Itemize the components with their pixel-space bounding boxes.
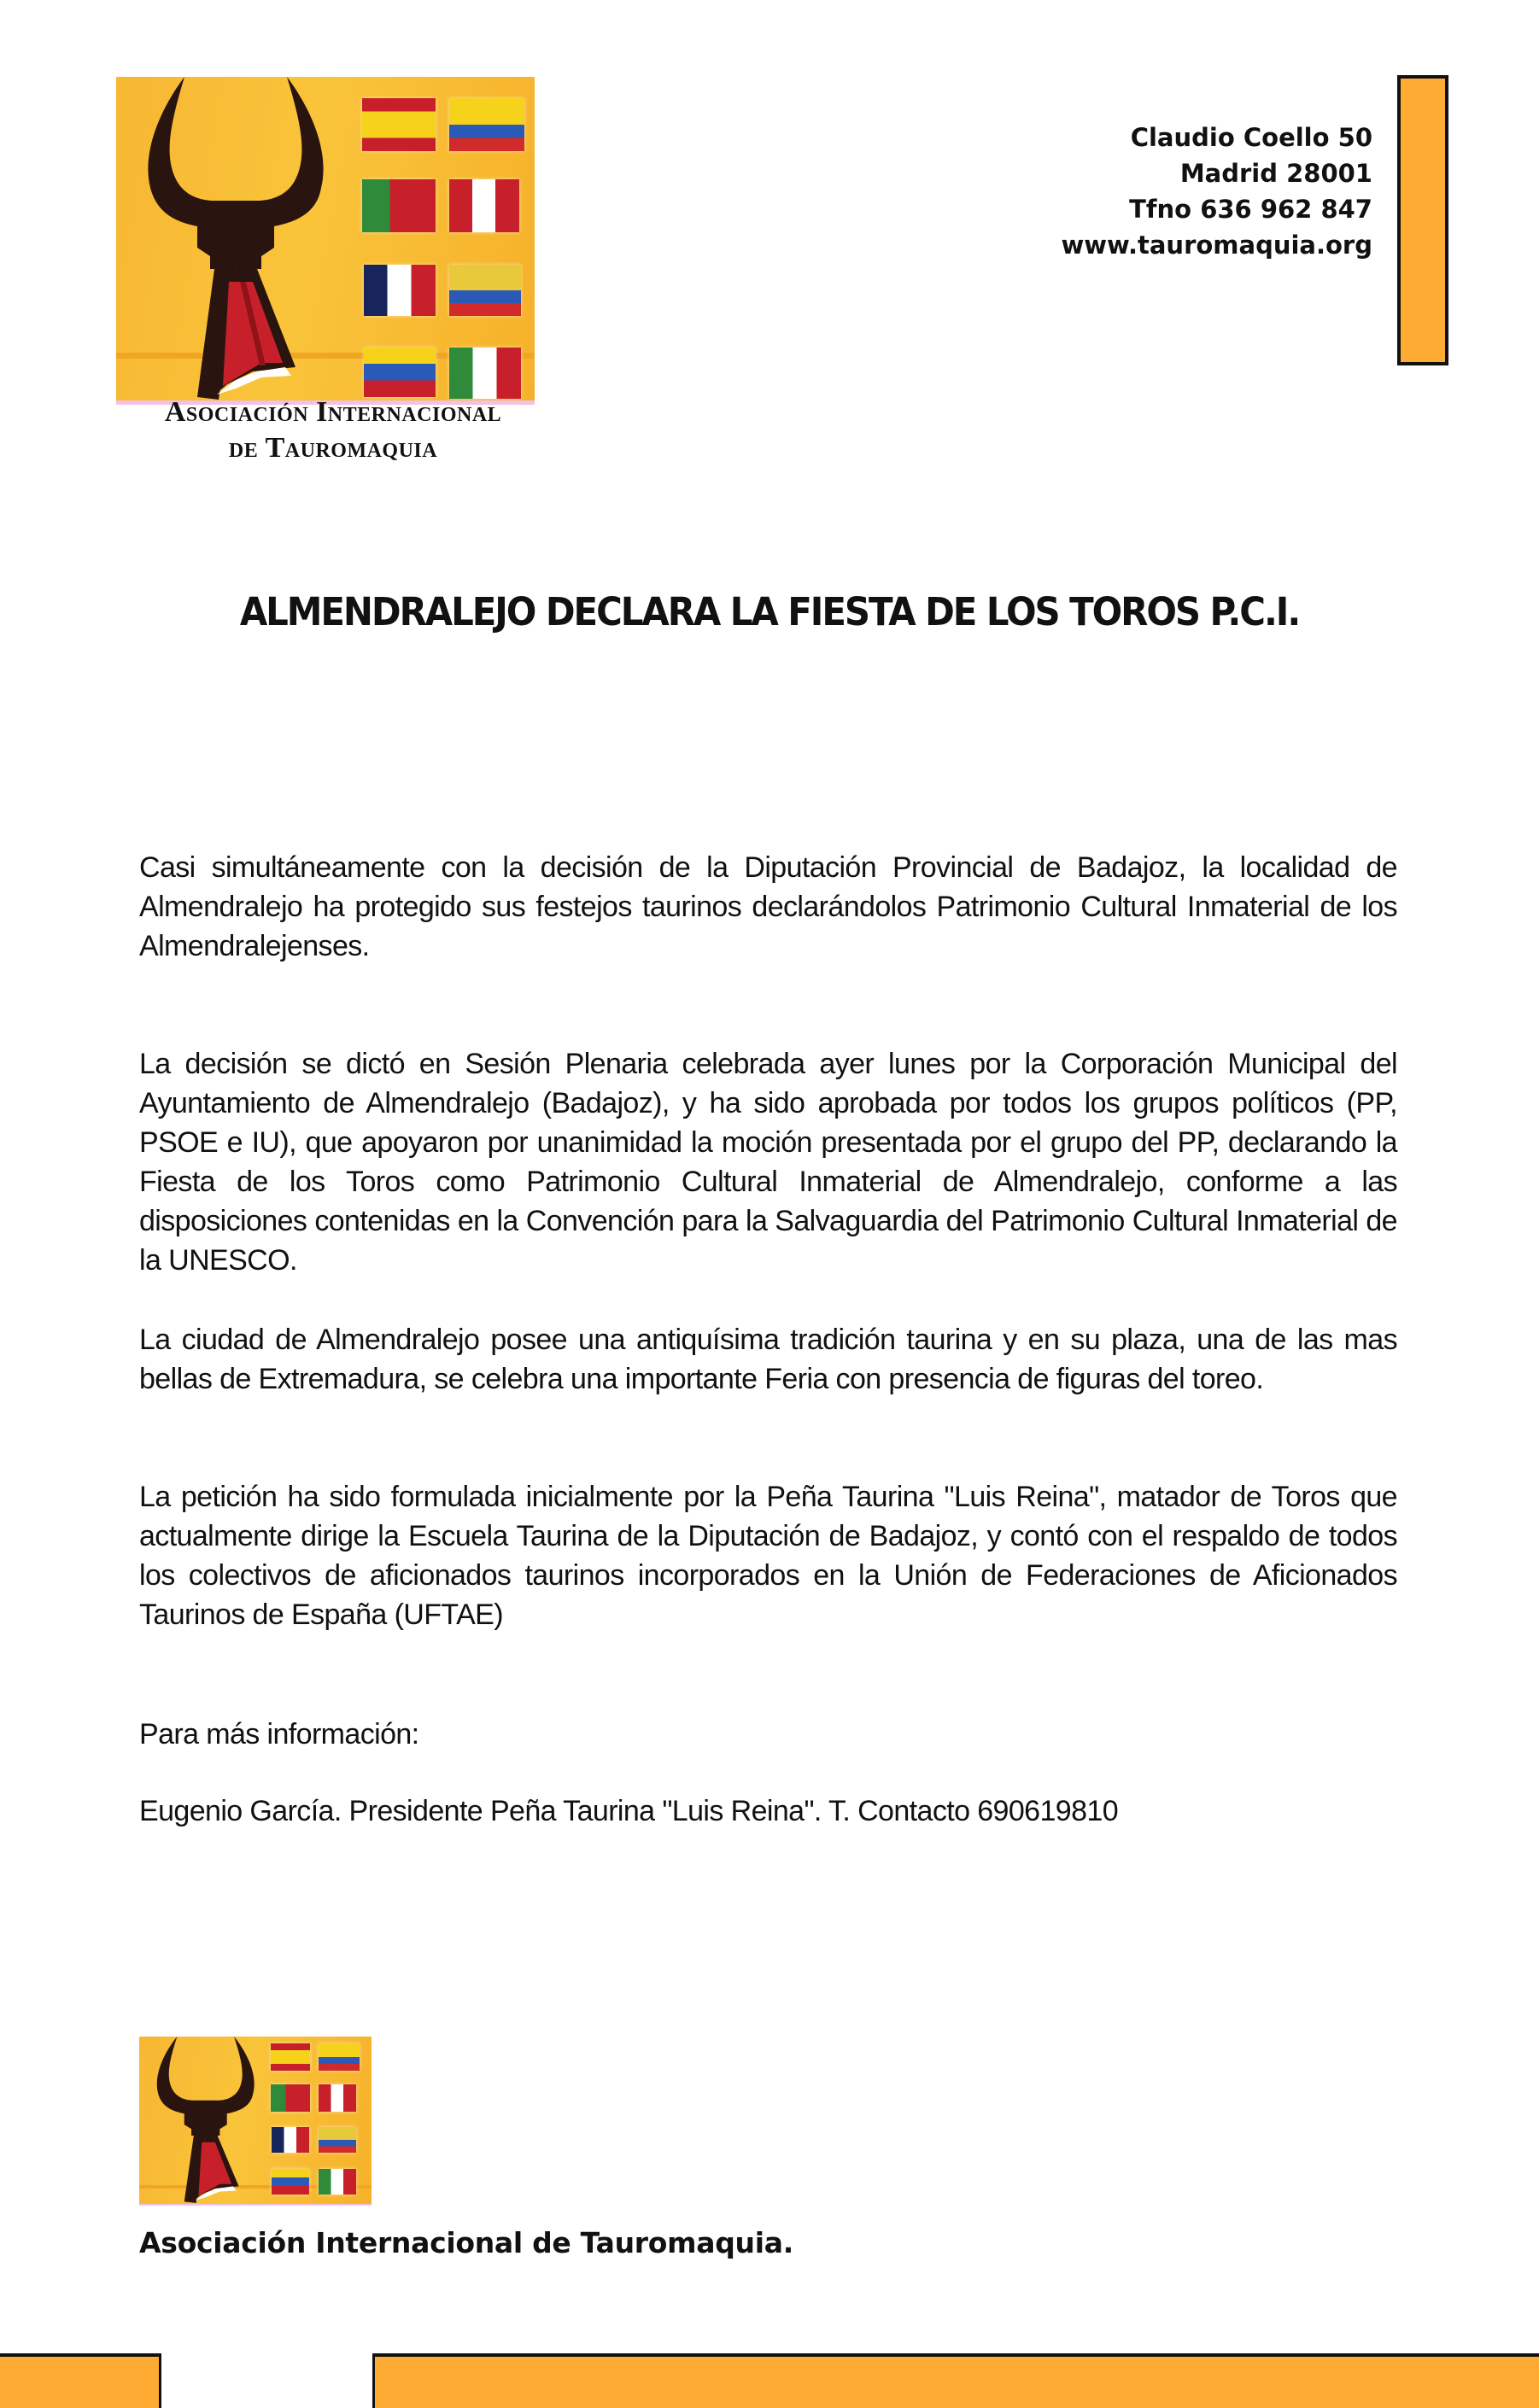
body-paragraph: Casi simultáneamente con la decisión de la Diputación Provincial de Badajoz, la localidad de Almendralejo ha protegido sus festejos taurinos declarándolos Patrimonio Cultural Inmaterial de los Almendralejenses. bbox=[139, 851, 1397, 962]
org-name-header bbox=[85, 395, 581, 466]
body-paragraph: La petición ha sido formulada inicialmente por la Peña Taurina "Luis Reina", matador de Toros que actualmente dirige la Escuela Taurina de la Diputación de Badajoz, y contó con el respaldo de todos los colectivos de aficionados taurinos incorporados en la Unión de Federaciones de Aficionados Taurinos de España (UFTAE) bbox=[139, 1481, 1397, 1631]
more-info-label: Para más información: bbox=[139, 1718, 419, 1750]
flag-mexico-icon bbox=[319, 2169, 356, 2195]
flag-ecuador-icon bbox=[319, 2043, 360, 2071]
flag-spain-icon bbox=[271, 2043, 310, 2071]
flag-portugal-icon bbox=[271, 2084, 310, 2112]
flag-portugal-icon bbox=[362, 179, 436, 232]
address-phone: Tfno 636 962 847 bbox=[1129, 195, 1372, 224]
decorative-bottom-bar-right bbox=[372, 2353, 1539, 2408]
address-street: Claudio Coello 50 bbox=[1130, 123, 1372, 152]
flag-spain-icon bbox=[362, 98, 436, 151]
org-name-line2: de Tauromaquia bbox=[228, 432, 438, 464]
body-paragraph: La decisión se dictó en Sesión Plenaria celebrada ayer lunes por la Corporación Municipal del Ayuntamiento de Almendralejo (Badajoz), y ha sido aprobada por todos los grupos políticos (PP, PSOE e IU), que apoyaron por unanimidad la moción presentada por el grupo del PP, declarando la Fiesta de los Toros como Patrimonio Cultural Inmaterial de Almendralejo, conforme a las disposiciones contenidas en la Convención para la Salvaguardia del Patrimonio Cultural Inmaterial de la UNESCO. bbox=[139, 1048, 1397, 1277]
flag-peru-icon bbox=[319, 2084, 356, 2112]
page-title: ALMENDRALEJO DECLARA LA FIESTA DE LOS TOROS P.C.I. bbox=[239, 589, 1300, 634]
association-logo bbox=[116, 77, 535, 405]
flag-ecuador-icon bbox=[449, 98, 524, 151]
association-logo-footer bbox=[139, 2037, 372, 2206]
flag-france-icon bbox=[364, 265, 436, 316]
flag-peru-icon bbox=[449, 179, 519, 232]
decorative-side-bar bbox=[1397, 75, 1448, 365]
flag-colombia-icon bbox=[449, 265, 521, 316]
footer-org-name: Asociación Internacional de Tauromaquia. bbox=[139, 2226, 793, 2259]
org-name-line1: Asociación Internacional bbox=[164, 396, 502, 428]
flag-mexico-icon bbox=[449, 348, 521, 399]
address-website[interactable]: www.tauromaquia.org bbox=[1061, 231, 1372, 260]
decorative-bottom-bar-left bbox=[0, 2353, 161, 2408]
body-paragraph: La ciudad de Almendralejo posee una antiquísima tradición taurina y en su plaza, una de las mas bellas de Extremadura, se celebra una importante Feria con presencia de figuras del toreo. bbox=[139, 1324, 1397, 1395]
flag-venezuela-icon bbox=[272, 2169, 309, 2195]
contact-line: Eugenio García. Presidente Peña Taurina "Luis Reina". T. Contacto 690619810 bbox=[139, 1795, 1119, 1827]
logo-underline bbox=[139, 2204, 372, 2206]
address-city: Madrid 28001 bbox=[1179, 159, 1372, 188]
flag-colombia-icon bbox=[319, 2127, 356, 2153]
address-block bbox=[1061, 120, 1372, 263]
flag-venezuela-icon bbox=[364, 348, 436, 397]
flag-france-icon bbox=[272, 2127, 309, 2153]
